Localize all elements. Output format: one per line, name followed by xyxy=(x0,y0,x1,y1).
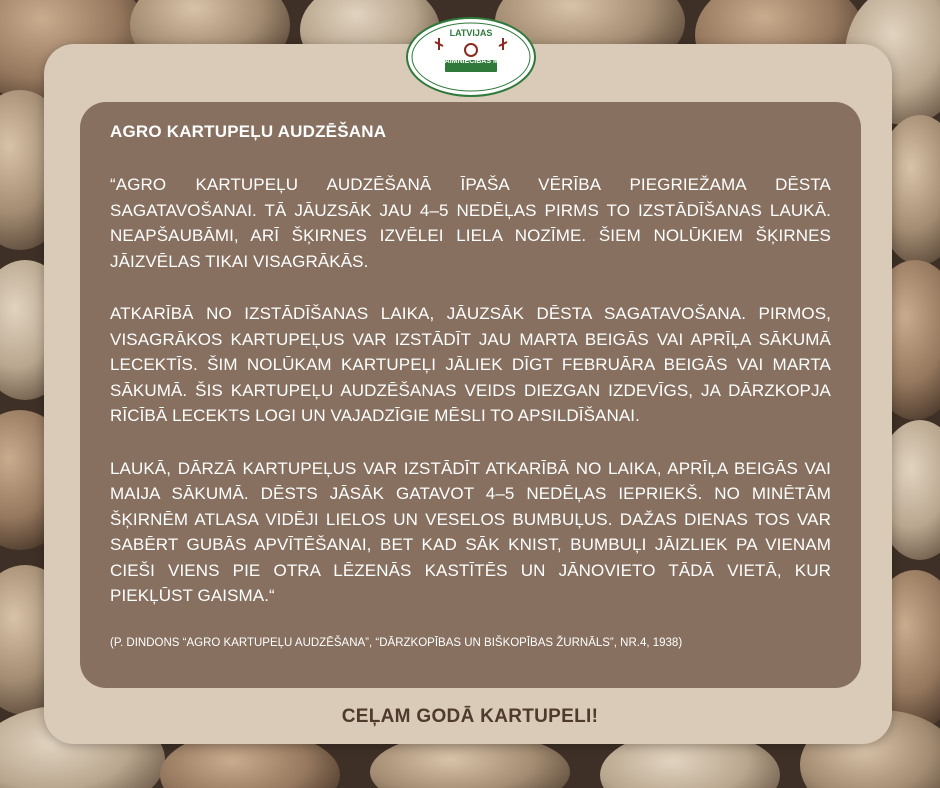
logo-text-line2: LAUKSAIMNIECĪBAS MUZEJS xyxy=(420,58,522,65)
article-paragraph-2: ATKARĪBĀ NO IZSTĀDĪŠANAS LAIKA, JĀUZSĀK DĒSTA SAGATAVOŠANA. PIRMOS, VISAGRĀKOS KARTUPEĻUS VAR IZSTĀDĪT JAU MARTA BEIGĀS VAI APRĪĻA SĀKUMĀ LECEKTĪS. ŠIM NOLŪKAM KARTUPEĻI JĀLIEK DĪGT FEBRUĀRA BEIGĀS VAI MARTA SĀKUMĀ. ŠIS KARTUPEĻU AUDZĒŠANAS VEIDS DIEZGAN IZDEVĪGS, JA DĀRZKOPJA RĪCĪBĀ LECEKTS LOGI UN VAJADZĪGIE MĒSLI TO APSILDĪŠANAI. xyxy=(110,304,831,425)
article-source-citation: (P. DINDONS “AGRO KARTUPEĻU AUDZĒŠANA”, “DĀRZKOPĪBAS UN BIŠKOPĪBAS ŽURNĀLS”, NR.4, 1938) xyxy=(110,636,683,649)
article-paragraph-1: “AGRO KARTUPEĻU AUDZĒŠANĀ ĪPAŠA VĒRĪBA PIEGRIEŽAMA DĒSTA SAGATAVOŠANAI. TĀ JĀUZSĀK JAU 4–5 NEDĒĻAS PIRMS TO IZSTĀDĪŠANAS LAUKĀ. NEAPŠAUBĀMI, ARĪ ŠĶIRNES IZVĒLEI LIELA NOZĪME. ŠIEM NOLŪKIEM ŠĶIRNES JĀIZVĒLAS TIKAI VISAGRĀKĀS. xyxy=(110,175,831,271)
article-title: AGRO KARTUPEĻU AUDZĒŠANA xyxy=(110,122,387,141)
article-paragraph-3: LAUKĀ, DĀRZĀ KARTUPEĻUS VAR IZSTĀDĪT ATKARĪBĀ NO LAIKA, APRĪĻA BEIGĀS VAI MAIJA SĀKUMĀ. DĒSTS JĀSĀK GATAVOT 4–5 NEDĒĻAS IEPRIEKŠ. NO MINĒTĀM ŠĶIRNĒM ATLASA VIDĒJI LIELOS UN VESELOS BUMBUĻUS. DAŽAS DIENAS TOS VAR SABĒRT GUBĀS APVĪTĒŠANAI, BET KAD SĀK KNIST, BUMBUĻI JĀIZLIEK PA VIENAM CIEŠI VIENS PIE OTRA LĒZENĀS KASTĪTĒS UN JĀNOVIETO TĀDĀ VIETĀ, KUR PIEKĻŪST GAISMA.“ xyxy=(110,458,831,605)
slogan: CEĻAM GODĀ KARTUPELI! xyxy=(341,706,599,727)
logo-text-line1: LATVIJAS xyxy=(449,28,493,38)
article-card xyxy=(80,102,861,688)
